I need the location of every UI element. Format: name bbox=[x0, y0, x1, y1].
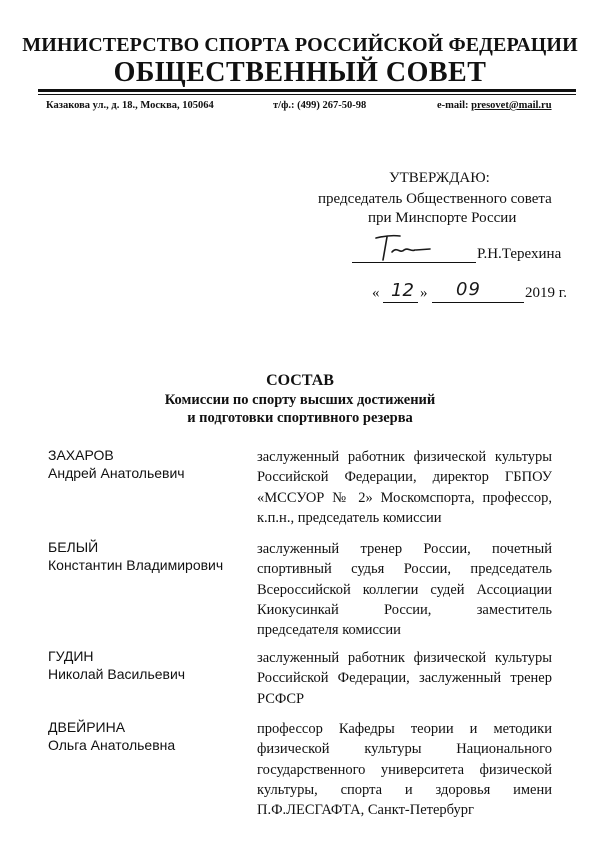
member-surname: ЗАХАРОВ bbox=[48, 447, 114, 463]
council-title: ОБЩЕСТВЕННЫЙ СОВЕТ bbox=[113, 57, 487, 88]
approval-position-line1: председатель Общественного совета bbox=[318, 191, 552, 207]
contact-phone: т/ф.: (499) 267-50-98 bbox=[273, 100, 367, 111]
member-given-names: Андрей Анатольевич bbox=[48, 465, 185, 481]
date-day-handwritten: 12 bbox=[391, 280, 414, 301]
document-subtitle-line2: и подготовки спортивного резерва bbox=[187, 410, 413, 426]
member-given-names: Николай Васильевич bbox=[48, 666, 186, 682]
email-link[interactable]: presovet@mail.ru bbox=[471, 100, 552, 111]
date-quote-close: » bbox=[420, 285, 428, 301]
member-surname: БЕЛЫЙ bbox=[48, 539, 99, 555]
member-description: заслуженный тренер России, почетный спортивный судья России, председатель Всероссийской коллегии судей Ассоциации Киокусинкай России, заместитель председателя комиссии bbox=[257, 541, 552, 639]
member-given-names: Ольга Анатольевна bbox=[48, 737, 176, 753]
member-description: заслуженный работник физической культуры Российской Федерации, заслуженный тренер РСФСР bbox=[257, 650, 552, 707]
member-given-names: Константин Владимирович bbox=[48, 557, 224, 573]
contact-address: Казакова ул., д. 18., Москва, 105064 bbox=[46, 100, 214, 111]
signer-name: Р.Н.Терехина bbox=[477, 246, 562, 262]
member-description: заслуженный работник физической культуры Российской Федерации, директор ГБПОУ «МССУОР № 2» Москомспорта, профессор, к.п.н., председатель комиссии bbox=[257, 449, 552, 526]
document-title: СОСТАВ bbox=[266, 372, 334, 389]
approval-position-line2: при Минспорте России bbox=[368, 210, 517, 226]
ministry-title: МИНИСТЕРСТВО СПОРТА РОССИЙСКОЙ ФЕДЕРАЦИИ bbox=[22, 34, 578, 56]
member-surname: ДВЕЙРИНА bbox=[48, 719, 126, 735]
email-label: e-mail: bbox=[437, 100, 472, 111]
member-surname: ГУДИН bbox=[48, 648, 94, 664]
document-subtitle-line1: Комиссии по спорту высших достижений bbox=[164, 392, 436, 408]
date-quote-open: « bbox=[372, 285, 380, 301]
date-month-handwritten: 09 bbox=[456, 279, 481, 300]
member-description: профессор Кафедры теории и методики физической культуры Национального государственного университета физической культуры, спорта и здоровья имени П.Ф.ЛЕСГАФТА, Санкт-Петербург bbox=[257, 721, 552, 819]
date-year: 2019 г. bbox=[525, 285, 567, 301]
approval-title: УТВЕРЖДАЮ: bbox=[389, 170, 490, 186]
